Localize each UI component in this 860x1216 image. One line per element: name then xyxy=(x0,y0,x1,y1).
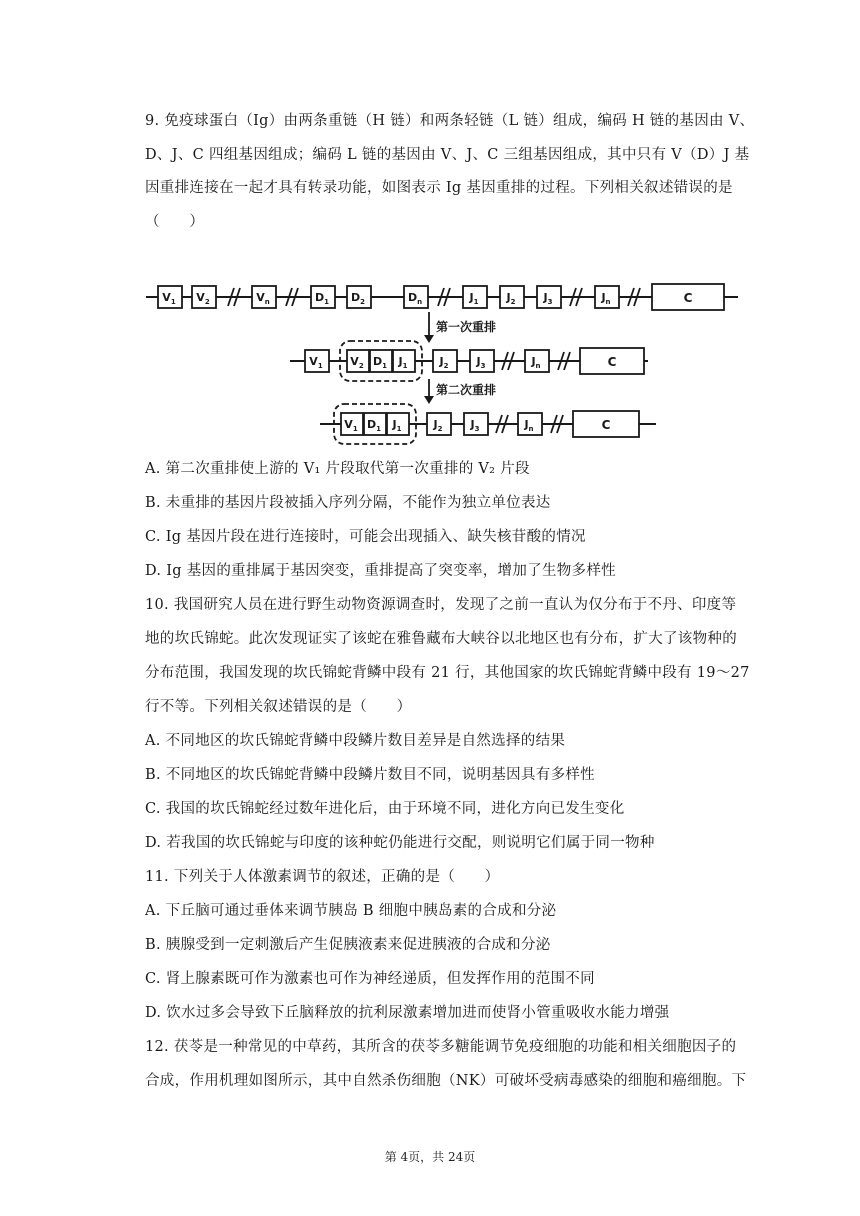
q9-option-b: B. 未重排的基因片段被插入序列分隔，不能作为独立单位表达 xyxy=(145,495,551,511)
q11-option-d: D. 饮水过多会导致下丘脑释放的抗利尿激素增加进而使肾小管重吸收水能力增强 xyxy=(145,1005,670,1021)
svg-text:J2: $J_2$ xyxy=(439,355,449,370)
svg-text:D1: $D_1$ xyxy=(314,291,330,306)
svg-text:D1: $D_1$ xyxy=(372,355,388,370)
q11-option-b: B. 胰腺受到一定刺激后产生促胰液素来促进胰液的合成和分泌 xyxy=(145,937,551,953)
segment-d1 xyxy=(364,413,386,435)
ig-gene-rearrangement-diagram xyxy=(140,275,750,445)
arrow-step-2 xyxy=(424,379,496,404)
q9-line-1: 9. 免疫球蛋白（Ig）由两条重链（H 链）和两条轻链（L 链）组成，编码 H 链的基因由 V、 xyxy=(145,113,755,129)
svg-text:V2: $V_2$ xyxy=(350,355,364,370)
svg-text:D2: $D_2$ xyxy=(350,291,366,306)
svg-text:Jn: $J_n$ xyxy=(524,418,534,433)
segment-d1 xyxy=(311,286,335,308)
arrow-step-1 xyxy=(424,312,496,343)
segment-j1 xyxy=(393,350,415,372)
q10-option-a: A. 不同地区的坎氏锦蛇背鳞中段鳞片数目差异是自然选择的结果 xyxy=(145,733,566,749)
svg-text:V1: $V_1$ xyxy=(162,291,176,306)
q11-line-1: 11. 下列关于人体激素调节的叙述，正确的是（ ） xyxy=(145,869,500,885)
row-first-rearrangement xyxy=(290,341,648,381)
svg-text:J3: $J_3$ xyxy=(543,291,553,306)
svg-text:D1: $D_1$ xyxy=(366,418,382,433)
svg-text:J1: $J_1$ xyxy=(392,418,402,433)
q9-line-3: 因重排连接在一起才具有转录功能，如图表示 Ig 基因重排的过程。下列相关叙述错误的是 xyxy=(145,180,733,196)
segment-vn xyxy=(252,286,276,308)
q10-line-4: 行不等。下列相关叙述错误的是（ ） xyxy=(145,699,412,715)
segment-jn xyxy=(518,413,542,435)
svg-text:J1: $J_1$ xyxy=(398,355,408,370)
q9-option-c: C. Ig 基因片段在进行连接时，可能会出现插入、缺失核苷酸的情况 xyxy=(145,529,586,545)
segment-j3 xyxy=(537,286,561,308)
q11-option-c: C. 肾上腺素既可作为激素也可作为神经递质，但发挥作用的范围不同 xyxy=(145,971,595,987)
svg-text:Jn: $J_n$ xyxy=(601,291,611,306)
segment-jn xyxy=(595,286,619,308)
q10-option-d: D. 若我国的坎氏锦蛇与印度的该种蛇仍能进行交配，则说明它们属于同一物种 xyxy=(145,835,655,851)
segment-v2 xyxy=(192,286,216,308)
segment-jn xyxy=(525,350,549,372)
segment-j3 xyxy=(470,350,494,372)
svg-text:Jn: $J_n$ xyxy=(531,355,541,370)
svg-text:C: C xyxy=(683,291,693,305)
segment-c xyxy=(652,284,724,310)
segment-j2 xyxy=(427,413,451,435)
svg-text:C: C xyxy=(607,355,617,369)
q11-option-a: A. 下丘脑可通过垂体来调节胰岛 B 细胞中胰岛素的合成和分泌 xyxy=(145,903,557,919)
svg-text:V2: $V_2$ xyxy=(196,291,210,306)
segment-v1 xyxy=(158,286,182,308)
q9-line-2: D、J、C 四组基因组成；编码 L 链的基因由 V、J、C 三组基因组成，其中只有 V（D）J 基 xyxy=(145,147,750,163)
q9-line-4: （ ） xyxy=(145,214,205,230)
step-1-label: 第一次重排 xyxy=(436,320,497,334)
svg-text:C: C xyxy=(601,418,611,432)
svg-text:J2: $J_2$ xyxy=(433,418,443,433)
segment-c xyxy=(580,348,644,374)
segment-j1 xyxy=(387,413,409,435)
q12-line-2: 合成，作用机理如图所示，其中自然杀伤细胞（NK）可破坏受病毒感染的细胞和癌细胞。下 xyxy=(145,1073,747,1089)
segment-j1 xyxy=(463,286,487,308)
svg-text:V1: $V_1$ xyxy=(344,418,358,433)
svg-text:J3: $J_3$ xyxy=(476,355,486,370)
svg-text:Dn: $D_n$ xyxy=(407,291,423,306)
segment-j2 xyxy=(433,350,457,372)
q10-option-b: B. 不同地区的坎氏锦蛇背鳞中段鳞片数目不同，说明基因具有多样性 xyxy=(145,767,595,783)
segment-c xyxy=(573,411,639,437)
segment-v1 xyxy=(305,350,329,372)
q10-line-2: 地的坎氏锦蛇。此次发现证实了该蛇在雅鲁藏布大峡谷以北地区也有分布，扩大了该物种的 xyxy=(145,631,737,647)
svg-text:J1: $J_1$ xyxy=(469,291,479,306)
step-2-label: 第二次重排 xyxy=(436,383,497,397)
segment-d2 xyxy=(347,286,371,308)
page-footer: 第 4页，共 24页 xyxy=(384,1150,476,1164)
segment-j3 xyxy=(464,413,488,435)
q10-line-3: 分布范围，我国发现的坎氏锦蛇背鳞中段有 21 行，其他国家的坎氏锦蛇背鳞中段有 19～27 xyxy=(145,665,750,681)
q9-option-a: A. 第二次重排使上游的 V₁ 片段取代第一次重排的 V₂ 片段 xyxy=(145,461,530,477)
svg-text:Vn: $V_n$ xyxy=(256,291,270,306)
q10-option-c: C. 我国的坎氏锦蛇经过数年进化后，由于环境不同，进化方向已发生变化 xyxy=(145,801,625,817)
svg-text:V1: $V_1$ xyxy=(309,355,323,370)
svg-text:J3: $J_3$ xyxy=(470,418,480,433)
segment-dn xyxy=(404,286,428,308)
segment-j2 xyxy=(500,286,524,308)
q9-option-d: D. Ig 基因的重排属于基因突变，重排提高了突变率，增加了生物多样性 xyxy=(145,563,616,579)
segment-v2 xyxy=(347,350,369,372)
row-second-rearrangement xyxy=(320,404,656,444)
segment-d1 xyxy=(370,350,392,372)
svg-text:J2: $J_2$ xyxy=(506,291,516,306)
q10-line-1: 10. 我国研究人员在进行野生动物资源调查时，发现了之前一直认为仅分布于不丹、印度等 xyxy=(145,597,737,613)
row-unrearranged xyxy=(146,284,738,310)
segment-v1 xyxy=(341,413,363,435)
q12-line-1: 12. 茯苓是一种常见的中草药，其所含的茯苓多糖能调节免疫细胞的功能和相关细胞因子的 xyxy=(145,1039,737,1055)
